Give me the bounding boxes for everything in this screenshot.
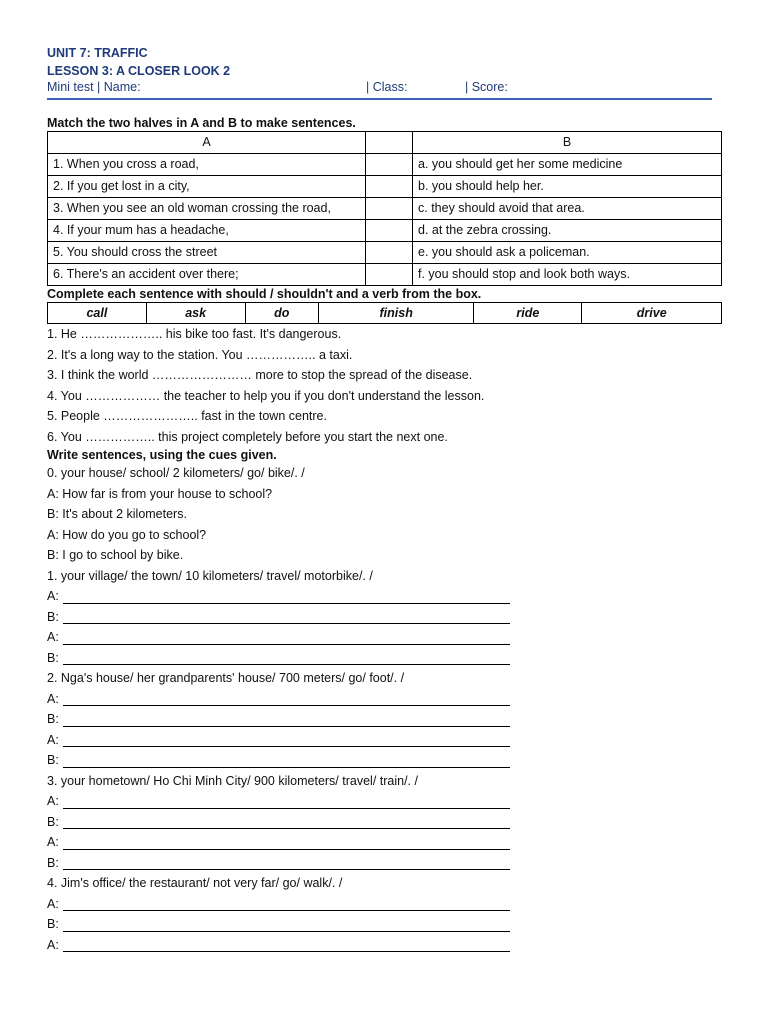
table-row (48, 176, 722, 198)
answer-blank[interactable] (63, 644, 510, 645)
speaker-label: B: (47, 917, 59, 931)
answer-blank[interactable] (63, 849, 510, 850)
answer-row (47, 586, 722, 607)
answer-row (47, 648, 722, 669)
answer-row (47, 607, 722, 628)
half-b: f. you should stop and look both ways. (413, 264, 722, 286)
answer-blank[interactable] (63, 931, 510, 932)
worksheet (47, 44, 722, 955)
answer-row (47, 812, 722, 833)
fill-sentence: 2. It's a long way to the station. You …………….. a taxi. (47, 347, 353, 362)
half-a: 4. If your mum has a headache, (48, 220, 366, 242)
speaker-label: B: (47, 650, 59, 665)
speaker-label: A: (47, 835, 59, 849)
example-cue: 0. your house/ school/ 2 kilometers/ go/ bike/. / (47, 466, 305, 480)
section2-title: Complete each sentence with should / shouldn't and a verb from the box. (47, 287, 482, 301)
table-row (48, 198, 722, 220)
half-b: a. you should get her some medicine (413, 154, 722, 176)
table-row (48, 264, 722, 286)
verb-word: drive (582, 303, 722, 324)
answer-cell[interactable] (366, 154, 413, 176)
fill-sentence: 5. People ………………….. fast in the town centre. (47, 409, 327, 423)
name-label: Mini test | Name: (47, 80, 141, 94)
half-b: d. at the zebra crossing. (413, 220, 722, 242)
column-a-header: A (48, 132, 366, 154)
answer-blank[interactable] (63, 726, 510, 727)
answer-column-header (366, 132, 413, 154)
table-row (48, 220, 722, 242)
speaker-label: A: (47, 691, 59, 706)
score-label: | Score: (465, 80, 508, 94)
answer-row (47, 935, 722, 956)
answer-blank[interactable] (63, 869, 510, 870)
answer-row (47, 832, 722, 853)
half-a: 3. When you see an old woman crossing the road, (48, 198, 366, 220)
answer-cell[interactable] (366, 220, 413, 242)
answer-blank[interactable] (63, 910, 510, 911)
example-line: B: It's about 2 kilometers. (47, 507, 187, 521)
unit-title: UNIT 7: TRAFFIC (47, 46, 148, 60)
answer-blank[interactable] (63, 808, 510, 809)
answer-row (47, 709, 722, 730)
half-b: b. you should help her. (413, 176, 722, 198)
fill-sentence: 4. You ……………… the teacher to help you if you don't understand the lesson. (47, 388, 485, 403)
answer-blank[interactable] (63, 705, 510, 706)
answer-row (47, 894, 722, 915)
answer-blank[interactable] (63, 603, 510, 604)
answer-row (47, 791, 722, 812)
example-line: A: How far is from your house to school? (47, 486, 273, 501)
answer-blank[interactable] (63, 951, 510, 952)
table-row (48, 154, 722, 176)
speaker-label: A: (47, 630, 59, 644)
half-a: 1. When you cross a road, (48, 154, 366, 176)
cue-line: 3. your hometown/ Ho Chi Minh City/ 900 kilometers/ travel/ train/. / (47, 773, 418, 788)
cue-line: 1. your village/ the town/ 10 kilometers/ travel/ motorbike/. / (47, 568, 373, 583)
example-line: A: How do you go to school? (47, 527, 207, 542)
speaker-label: B: (47, 855, 59, 870)
verb-word: ask (146, 303, 245, 324)
speaker-label: A: (47, 589, 59, 603)
answer-cell[interactable] (366, 176, 413, 198)
speaker-label: A: (47, 937, 59, 952)
verb-box (47, 302, 722, 324)
verb-word: call (48, 303, 147, 324)
verb-word: ride (474, 303, 582, 324)
answer-blank[interactable] (63, 767, 510, 768)
fill-sentence: 1. He ……………….. his bike too fast. It's dangerous. (47, 327, 342, 341)
answer-row (47, 627, 722, 648)
cue-line: 4. Jim's office/ the restaurant/ not very far/ go/ walk/. / (47, 876, 343, 890)
matching-table (47, 131, 722, 286)
answer-cell[interactable] (366, 198, 413, 220)
half-a: 2. If you get lost in a city, (48, 176, 366, 198)
answer-cell[interactable] (366, 242, 413, 264)
section1-title: Match the two halves in A and B to make sentences. (47, 116, 356, 130)
fill-sentence: 3. I think the world …………………… more to stop the spread of the disease. (47, 368, 473, 382)
half-a: 6. There's an accident over there; (48, 264, 366, 286)
verb-word: do (245, 303, 319, 324)
section3-title: Write sentences, using the cues given. (47, 448, 277, 462)
class-label: | Class: (366, 80, 408, 94)
answer-cell[interactable] (366, 264, 413, 286)
answer-blank[interactable] (63, 828, 510, 829)
half-b: c. they should avoid that area. (413, 198, 722, 220)
half-a: 5. You should cross the street (48, 242, 366, 264)
column-b-header: B (413, 132, 722, 154)
answer-blank[interactable] (63, 623, 510, 624)
example-line: B: I go to school by bike. (47, 548, 184, 562)
lesson-title: LESSON 3: A CLOSER LOOK 2 (47, 64, 231, 78)
speaker-label: B: (47, 712, 59, 726)
speaker-label: A: (47, 896, 59, 911)
mini-test-line (47, 80, 712, 100)
speaker-label: A: (47, 794, 59, 808)
fill-sentence: 6. You …………….. this project completely before you start the next one. (47, 429, 448, 444)
speaker-label: B: (47, 609, 59, 624)
cue-line: 2. Nga's house/ her grandparents' house/ 700 meters/ go/ foot/. / (47, 671, 405, 685)
speaker-label: B: (47, 814, 59, 829)
answer-row (47, 689, 722, 710)
speaker-label: B: (47, 753, 59, 767)
answer-row (47, 853, 722, 874)
speaker-label: A: (47, 732, 59, 747)
answer-row (47, 914, 722, 935)
answer-row (47, 750, 722, 771)
answer-row (47, 730, 722, 751)
answer-blank[interactable] (63, 746, 510, 747)
verb-word: finish (319, 303, 474, 324)
half-b: e. you should ask a policeman. (413, 242, 722, 264)
answer-blank[interactable] (63, 664, 510, 665)
table-row (48, 242, 722, 264)
